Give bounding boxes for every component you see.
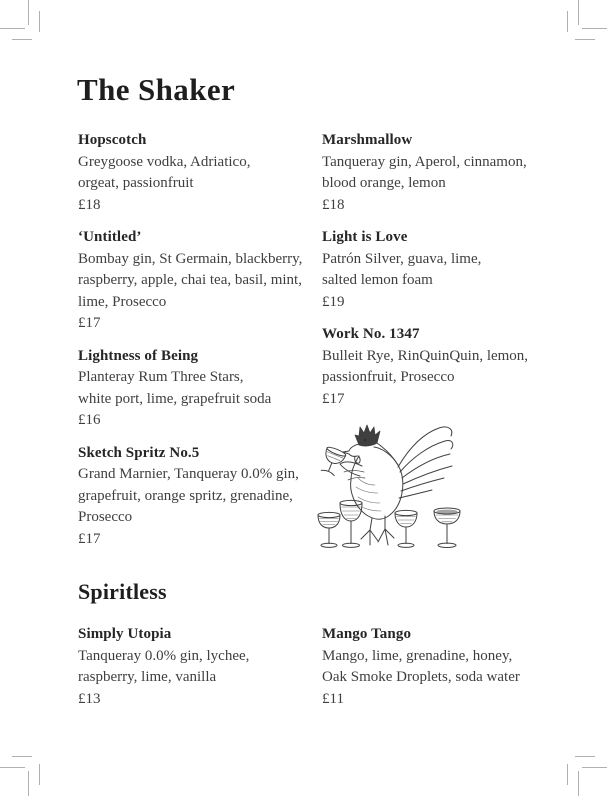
crop-mark-bottom-left-vertical-outer [28, 771, 29, 796]
crop-mark-top-right-horizontal-inner [575, 39, 595, 40]
crop-mark-top-left-horizontal-outer [0, 28, 25, 29]
item-price: £16 [78, 412, 101, 428]
glass-3 [395, 510, 417, 547]
item-description-line: Mango, lime, grenadine, honey, [322, 647, 513, 664]
item-description-line: orgeat, passionfruit [78, 175, 194, 191]
crop-mark-bottom-left-horizontal-inner [12, 756, 32, 757]
menu-item-light-is-love [322, 227, 560, 313]
rooster-illustration [302, 422, 462, 552]
menu-item-lightness-of-being [78, 346, 316, 432]
menu-item-mango-tango [322, 624, 560, 710]
crop-mark-bottom-right-vertical-inner [567, 764, 568, 785]
item-price: £13 [78, 690, 101, 707]
item-description-line: Planteray Rum Three Stars, [78, 369, 244, 385]
item-description-line: Tanqueray gin, Aperol, cinnamon, [322, 153, 527, 170]
menu-item-untitled [78, 227, 316, 335]
glass-1 [318, 512, 340, 547]
shaker-left-column [78, 130, 316, 561]
item-description-line: Grand Marnier, Tanqueray 0.0% gin, [78, 466, 299, 482]
item-description-line: Tanqueray 0.0% gin, lychee, [78, 647, 250, 664]
rooster [318, 425, 452, 545]
item-description-line: salted lemon foam [322, 272, 433, 288]
crop-mark-bottom-left-vertical-inner [39, 764, 40, 785]
shaker-right-column [322, 130, 560, 421]
crop-mark-top-left-vertical-inner [39, 11, 40, 32]
crop-mark-top-right-vertical-outer [578, 0, 579, 25]
crop-mark-bottom-right-horizontal-inner [575, 756, 595, 757]
item-name: Simply Utopia [78, 626, 172, 642]
crop-mark-top-left-vertical-outer [28, 0, 29, 25]
item-description-line: Oak Smoke Droplets, soda water [322, 669, 520, 685]
spiritless-heading: Spiritless [78, 579, 167, 604]
item-price: £11 [322, 690, 344, 707]
menu-item-work-no-1347 [322, 324, 560, 410]
menu-title: The Shaker [77, 72, 236, 107]
crop-mark-top-left-horizontal-inner [12, 39, 32, 40]
crop-mark-top-right-horizontal-outer [582, 28, 607, 29]
item-name: Sketch Spritz No.5 [78, 444, 200, 461]
item-name: ‘Untitled’ [78, 229, 142, 245]
item-description-line: grapefruit, orange spritz, grenadine, [78, 487, 293, 504]
item-description-line: Patrón Silver, guava, lime, [322, 250, 482, 267]
item-price: £17 [78, 315, 101, 331]
menu-item-marshmallow [322, 130, 560, 216]
crop-mark-bottom-right-vertical-outer [578, 771, 579, 796]
item-name: Light is Love [322, 229, 408, 245]
item-description-line: raspberry, lime, vanilla [78, 669, 217, 685]
menu-item-hopscotch [78, 130, 316, 216]
menu-item-simply-utopia [78, 624, 316, 710]
crop-mark-bottom-left-horizontal-outer [0, 767, 25, 768]
spiritless-left-column [78, 624, 316, 721]
item-description-line: Bulleit Rye, RinQuinQuin, lemon, [322, 347, 529, 364]
item-name: Hopscotch [78, 132, 147, 148]
item-description-line: raspberry, apple, chai tea, basil, mint, [78, 272, 302, 288]
item-description-line: lime, Prosecco [78, 293, 167, 310]
item-description-line: blood orange, lemon [322, 175, 446, 191]
item-name: Mango Tango [322, 626, 412, 642]
item-description-line: Prosecco [78, 509, 133, 525]
item-price: £18 [78, 196, 101, 213]
glass-4 [434, 508, 460, 548]
item-description-line: white port, lime, grapefruit soda [78, 390, 272, 407]
crop-mark-bottom-right-horizontal-outer [582, 767, 607, 768]
item-price: £19 [322, 293, 345, 310]
item-name: Marshmallow [322, 132, 413, 148]
item-name: Lightness of Being [78, 347, 199, 364]
item-description-line: passionfruit, Prosecco [322, 369, 455, 385]
menu-item-sketch-spritz [78, 443, 316, 551]
item-price: £18 [322, 196, 345, 213]
item-price: £17 [78, 530, 101, 547]
item-description-line: Greygoose vodka, Adriatico, [78, 153, 251, 170]
item-name: Work No. 1347 [322, 326, 420, 342]
item-price: £17 [322, 390, 345, 407]
spiritless-right-column [322, 624, 560, 721]
crop-mark-top-right-vertical-inner [567, 11, 568, 32]
item-description-line: Bombay gin, St Germain, blackberry, [78, 250, 303, 267]
